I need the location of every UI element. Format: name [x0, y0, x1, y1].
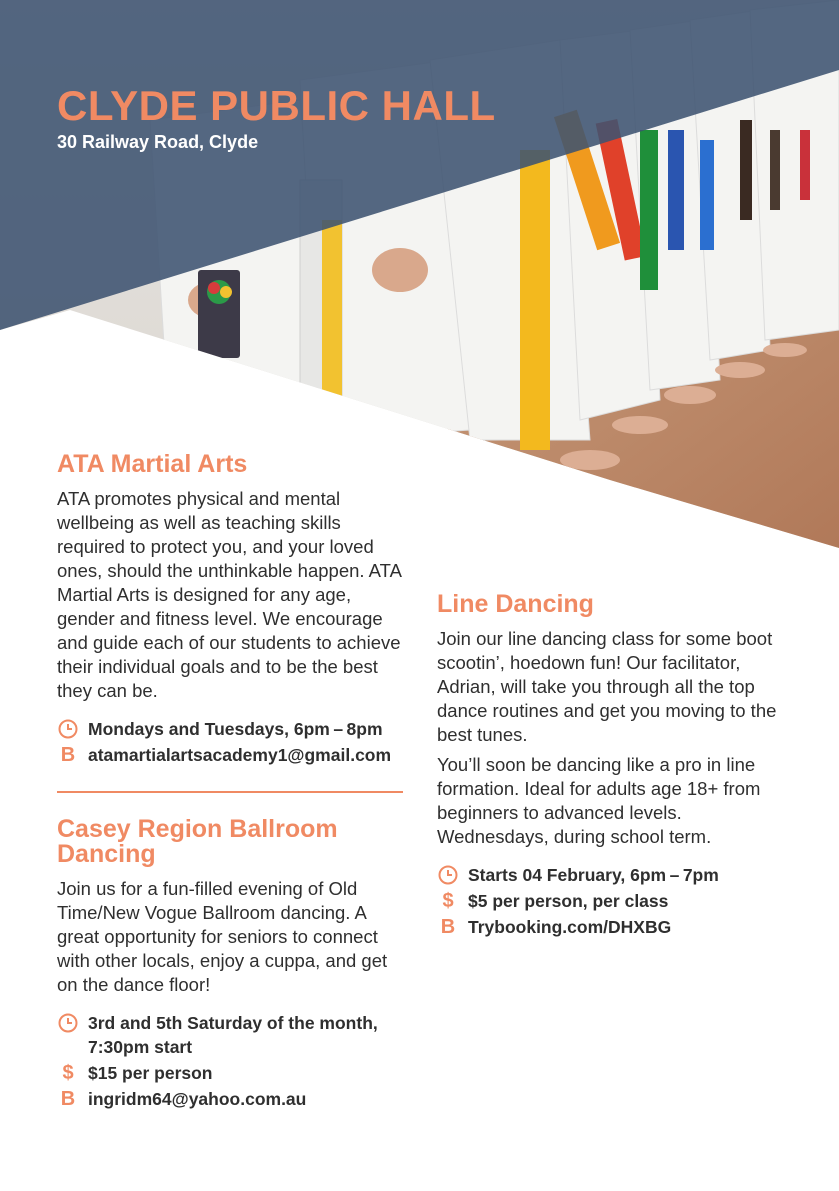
info-list [57, 717, 407, 767]
left-column [57, 452, 407, 1113]
dollar-icon: $ [62, 1062, 74, 1084]
contact-email-link[interactable]: ingridm64@yahoo.com.au [88, 1089, 307, 1109]
info-item-booking [57, 743, 407, 767]
dollar-icon: $ [442, 890, 454, 912]
header [57, 84, 496, 153]
info-item-price [57, 1061, 407, 1085]
right-column [437, 592, 787, 941]
section-ballroom-dancing [57, 817, 407, 1111]
contact-email-link[interactable]: atamartialartsacademy1@gmail.com [88, 745, 392, 765]
section-title: ATA Martial Arts [57, 450, 248, 478]
section-description: Join us for a fun-filled evening of Old Time/New Vogue Ballroom dancing. A great opportunity for seniors to connect with other locals, enjoy a cuppa, and get on the dance floor! [57, 878, 388, 995]
info-item-price [437, 889, 787, 913]
booking-link[interactable]: Trybooking.com/DHXBG [468, 917, 672, 937]
info-text: 3rd and 5th Saturday of the month, 7:30pm start [88, 1013, 378, 1057]
booking-icon: B [60, 1088, 76, 1110]
section-description: Join our line dancing class for some boot scootin’, hoedown fun! Our facilitator, Adrian, will take you through all the top dance routines and get you moving to the best tunes. [437, 628, 777, 745]
info-text: Mondays and Tuesdays, 6pm – 8pm [88, 719, 383, 739]
booking-icon: B [60, 744, 76, 766]
info-item-time [57, 717, 407, 741]
section-description: ATA promotes physical and mental wellbeing as well as teaching skills required to protect you, and your loved ones, should the unthinkable happen. ATA Martial Arts is designed for any age, gender and fitness level. We encourage and guide each of our students to achieve their individual goals and to be the best they can be. [57, 488, 401, 701]
section-martial-arts [57, 452, 407, 767]
section-description: You’ll soon be dancing like a pro in line formation. Ideal for adults age 18+ from beginners to advanced levels. Wednesdays, during school term. [437, 754, 761, 847]
clock-icon [437, 863, 459, 887]
info-text: $15 per person [88, 1063, 213, 1083]
info-item-time [57, 1011, 407, 1059]
info-item-booking [437, 915, 787, 939]
info-list [57, 1011, 407, 1111]
section-title: Line Dancing [437, 590, 594, 618]
info-list [437, 863, 787, 939]
section-title: Casey Region Ballroom Dancing [57, 815, 338, 868]
address: 30 Railway Road, Clyde [57, 132, 259, 152]
divider [57, 791, 403, 793]
booking-icon: B [440, 916, 456, 938]
info-text: Starts 04 February, 6pm – 7pm [468, 865, 719, 885]
info-item-time [437, 863, 787, 887]
page-title: CLYDE PUBLIC HALL [57, 82, 496, 129]
clock-icon [57, 1011, 79, 1035]
info-text: $5 per person, per class [468, 891, 669, 911]
clock-icon [57, 717, 79, 741]
section-line-dancing [437, 592, 787, 939]
info-item-booking [57, 1087, 407, 1111]
